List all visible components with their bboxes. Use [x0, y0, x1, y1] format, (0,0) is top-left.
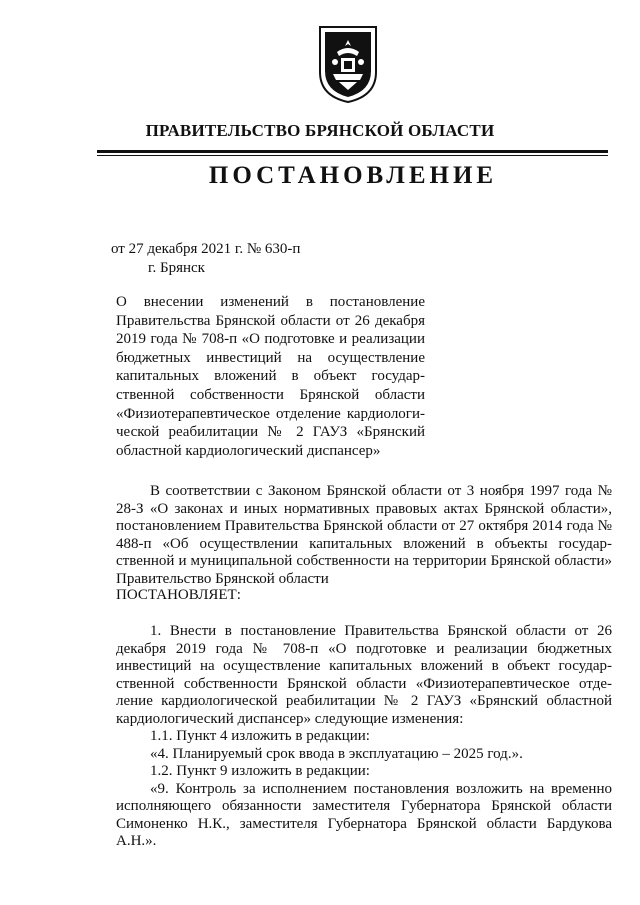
- resolution-items: [116, 623, 612, 851]
- item-1-1-text: «4. Планируемый срок ввода в эксплуатацию – 2025 год.».: [150, 745, 523, 762]
- document-type-title: ПОСТАНОВЛЕНИЕ: [208, 162, 498, 189]
- document-subject: О внесении изменений в постановление Правительства Брянской области от 26 декабря 2019 года № 708-п «О подготовке и реализации бюджетных инвестиций на осуществление капитальных вложений в объект государственной собственности Брянской области «Физиотерапевтическое отделение кардиологической реабилитации № 2 ГАУЗ «Брянский областной кардиологический диспансер»: [116, 294, 425, 459]
- item-1: 1. Внести в постановление Правительства Брянской области от 26 декабря 2019 года № 708-п «О подготовке и реализации бюджетных инвестиций на осуществление капитальных вложений в объект государственной собственности Брянской области «Физиотерапевтическое отделение кардиологической реабилитации № 2 ГАУЗ «Брянский областной кардиологический диспансер» следующие изменения:: [116, 623, 612, 727]
- item-1-2: 1.2. Пункт 9 изложить в редакции:: [150, 763, 370, 779]
- coat-of-arms-icon: [317, 24, 379, 104]
- organization-name: ПРАВИТЕЛЬСТВО БРЯНСКОЙ ОБЛАСТИ: [145, 121, 495, 140]
- item-1-2-text: «9. Контроль за исполнением постановления возложить на временно исполняющего обязанности заместителя Губернатора Брянской области Симоненко Н.К., заместителя Губернатора Брянской области Бардукова А.Н.».: [116, 780, 612, 849]
- header-rule-thick: [97, 150, 608, 153]
- resolves-heading: ПОСТАНОВЛЯЕТ:: [116, 587, 241, 603]
- document-city: г. Брянск: [148, 260, 205, 276]
- preamble-paragraph: В соответствии с Законом Брянской области от 3 ноября 1997 года № 28-З «О законах и иных нормативных правовых актах Брянской области», постановлением Правительства Брянской области от 27 октября 2014 года № 488-п «Об осуществлении капитальных вложений в объекты государственной и муниципальной собственности на территории Брянской области» Правительство Брянской области: [116, 483, 612, 587]
- document-date-number: от 27 декабря 2021 г. № 630-п: [111, 241, 301, 257]
- header-rule-thin: [97, 155, 608, 156]
- item-1-1: 1.1. Пункт 4 изложить в редакции:: [150, 728, 370, 744]
